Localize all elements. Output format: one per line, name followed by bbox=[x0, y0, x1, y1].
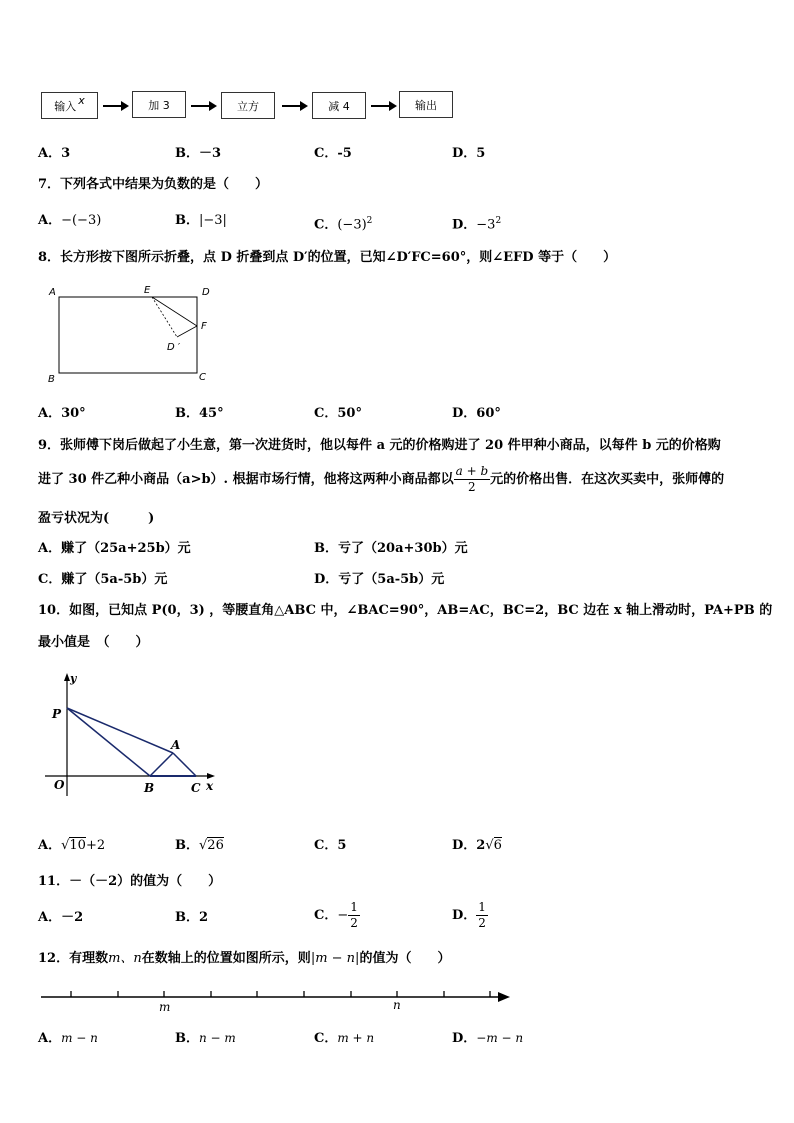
q11-a-label: A． bbox=[38, 910, 62, 925]
q7-d-exponent: 2 bbox=[495, 216, 502, 226]
q10-coordinate-figure bbox=[40, 668, 230, 803]
q12-d-expr: −m − n bbox=[476, 1031, 524, 1045]
flow-input-label: 输入 bbox=[54, 99, 77, 113]
q6-option-d[interactable]: D．5 bbox=[452, 146, 486, 161]
q11-a-value: －2 bbox=[61, 910, 84, 925]
q7-b-label: B． bbox=[175, 213, 199, 228]
q10-b-radicand: 26 bbox=[207, 838, 224, 853]
q11-c-sign: − bbox=[337, 908, 349, 923]
label-e: E bbox=[144, 285, 151, 296]
q10-line-2: 最小值是 （ ） bbox=[38, 635, 149, 650]
q9-line-2-start: 进了 30 件乙种小商品（a>b）. 根据市场行情，他将这两种小商品都以 bbox=[38, 472, 454, 487]
label-x: x bbox=[206, 779, 214, 793]
q11-c-denominator: 2 bbox=[350, 916, 358, 930]
q10-option-c[interactable] bbox=[314, 837, 346, 855]
q10-b-radical: √26 bbox=[199, 838, 224, 853]
flow-input-var: x bbox=[78, 94, 85, 107]
q10-d-radical: √6 bbox=[485, 838, 502, 853]
q11-d-fraction bbox=[476, 900, 488, 931]
number-line-label-m: m bbox=[159, 1000, 171, 1014]
q11-option-d[interactable] bbox=[452, 900, 488, 931]
flow-arrow-1 bbox=[103, 105, 127, 107]
q9-fraction-denominator: 2 bbox=[468, 480, 476, 494]
flow-box-cube bbox=[221, 92, 275, 119]
segment-ba bbox=[150, 753, 173, 776]
label-p: P bbox=[52, 707, 62, 721]
q12-option-c[interactable] bbox=[314, 1029, 374, 1048]
q11-stem: 11．－（－2）的值为（ ） bbox=[38, 874, 222, 889]
q12-d-label: D． bbox=[452, 1031, 477, 1046]
flow-arrow-4 bbox=[371, 105, 395, 107]
q12-option-d[interactable] bbox=[452, 1029, 523, 1048]
q12-b-expr: n − m bbox=[199, 1031, 236, 1045]
q10-c-label: C． bbox=[314, 838, 338, 853]
q12-option-a[interactable] bbox=[38, 1029, 98, 1048]
q9-line-2-end: 元的价格出售．在这次买卖中，张师傅的 bbox=[490, 472, 725, 487]
label-c: C bbox=[191, 781, 201, 795]
q11-option-b[interactable] bbox=[175, 909, 208, 927]
q9-line-1: 9．张师傅下岗后做起了小生意，第一次进货时，他以每件 a 元的价格购进了 20 件甲种小商品，以每件 b 元的价格购 bbox=[38, 438, 721, 453]
fold-line-ef bbox=[152, 297, 197, 326]
q8-option-a[interactable]: A．30° bbox=[38, 406, 86, 421]
q7-d-label: D． bbox=[452, 217, 477, 233]
label-a: A bbox=[171, 738, 181, 752]
q7-stem: 7．下列各式中结果为负数的是（ ） bbox=[38, 177, 269, 192]
q9-option-d[interactable]: D．亏了（5a-5b）元 bbox=[314, 572, 445, 587]
q11-d-denominator: 2 bbox=[478, 916, 486, 930]
q10-option-d[interactable] bbox=[452, 837, 502, 855]
number-line-label-n: n bbox=[393, 998, 401, 1012]
label-b: B bbox=[144, 781, 155, 795]
q10-a-radical: √10 bbox=[61, 838, 86, 853]
rectangle-abcd bbox=[59, 297, 197, 373]
q7-c-exponent: 2 bbox=[366, 216, 373, 226]
q12-b-label: B． bbox=[175, 1031, 199, 1046]
label-c: C bbox=[199, 372, 206, 383]
q11-d-label: D． bbox=[452, 908, 477, 923]
q10-c-value: 5 bbox=[337, 838, 347, 853]
q7-option-a[interactable] bbox=[38, 212, 101, 230]
q12-number-line bbox=[38, 985, 518, 1015]
q10-a-label: A． bbox=[38, 838, 62, 853]
number-line-ticks bbox=[71, 991, 490, 997]
q12-stem bbox=[38, 950, 450, 968]
number-line-arrow bbox=[498, 992, 510, 1002]
flow-arrow-3 bbox=[282, 105, 306, 107]
flow-output-label: 输出 bbox=[415, 98, 437, 112]
q10-d-radicand: 6 bbox=[493, 838, 502, 853]
flow-add3-label: 加 3 bbox=[148, 98, 170, 112]
q10-a-tail: +2 bbox=[85, 838, 106, 853]
q10-option-b[interactable] bbox=[175, 837, 224, 855]
q11-option-c[interactable] bbox=[314, 900, 360, 931]
segment-ed-prime bbox=[152, 297, 177, 337]
q10-d-coefficient: 2 bbox=[476, 838, 486, 853]
q6-option-a[interactable]: A．3 bbox=[38, 146, 71, 161]
flow-box-output bbox=[399, 91, 453, 118]
q11-option-a[interactable] bbox=[38, 909, 83, 927]
q8-option-d[interactable]: D．60° bbox=[452, 406, 501, 421]
q6-option-c[interactable]: C．-5 bbox=[314, 146, 352, 161]
q11-b-label: B． bbox=[175, 910, 199, 925]
q6-option-b[interactable]: B．－3 bbox=[175, 146, 222, 161]
q7-a-expr: −(−3) bbox=[61, 213, 102, 228]
q12-a-expr: m − n bbox=[61, 1031, 98, 1045]
segment-d-prime-f bbox=[177, 326, 197, 337]
q12-stem-start: 12．有理数 bbox=[38, 951, 109, 966]
label-b: B bbox=[48, 374, 55, 385]
label-a: A bbox=[49, 287, 56, 298]
q9-fraction-numerator: a + b bbox=[455, 464, 489, 478]
q10-line-1: 10．如图，已知点 P(0，3) ，等腰直角△ABC 中，∠BAC=90°，AB=AC，BC=2，BC 边在 x 轴上滑动时，PA+PB 的 bbox=[38, 603, 773, 618]
q12-stem-end: 的值为（ ） bbox=[359, 951, 451, 966]
label-y: y bbox=[70, 672, 77, 685]
segment-pa bbox=[67, 708, 173, 753]
q10-d-label: D． bbox=[452, 838, 477, 853]
q11-c-label: C． bbox=[314, 908, 338, 923]
q11-c-numerator: 1 bbox=[350, 900, 358, 914]
q7-c-expr: (−3) bbox=[337, 217, 367, 233]
q12-option-b[interactable] bbox=[175, 1029, 236, 1048]
label-d-prime: D ′ bbox=[167, 342, 181, 353]
q12-stem-middle: 在数轴上的位置如图所示，则 bbox=[141, 951, 311, 966]
q11-d-numerator: 1 bbox=[478, 900, 486, 914]
q7-a-label: A． bbox=[38, 213, 62, 228]
q7-b-expr: |−3| bbox=[199, 213, 227, 228]
q7-option-b[interactable] bbox=[175, 212, 227, 230]
q8-stem: 8．长方形按下图所示折叠，点 D 折叠到点 D′的位置，已知∠D′FC=60°，则∠EFD 等于（ ） bbox=[38, 250, 617, 265]
q9-fraction bbox=[454, 464, 491, 495]
q8-option-c[interactable]: C．50° bbox=[314, 406, 362, 421]
q12-a-label: A． bbox=[38, 1031, 62, 1046]
q10-a-radicand: 10 bbox=[69, 838, 86, 853]
label-o: O bbox=[54, 778, 65, 792]
q9-line-2 bbox=[38, 464, 724, 495]
flow-box-sub4 bbox=[312, 92, 366, 119]
q8-rectangle-figure bbox=[40, 280, 230, 390]
flow-arrow-2 bbox=[191, 105, 215, 107]
q7-c-label: C． bbox=[314, 217, 338, 233]
segment-pb bbox=[67, 708, 150, 776]
q7-option-c[interactable] bbox=[314, 212, 372, 234]
q10-b-label: B． bbox=[175, 838, 199, 853]
flow-cube-label: 立方 bbox=[237, 99, 259, 113]
q9-option-c[interactable]: C．赚了（5a-5b）元 bbox=[38, 572, 168, 587]
flow-box-add3 bbox=[132, 91, 186, 118]
q10-option-a[interactable] bbox=[38, 837, 105, 855]
segment-ac bbox=[173, 753, 196, 776]
q9-option-a[interactable]: A．赚了（25a+25b）元 bbox=[38, 541, 191, 556]
q11-b-value: 2 bbox=[199, 910, 209, 925]
flow-sub4-label: 减 4 bbox=[328, 99, 350, 113]
q12-c-label: C． bbox=[314, 1031, 338, 1046]
q9-option-b[interactable]: B．亏了（20a+30b）元 bbox=[314, 541, 468, 556]
flow-box-input bbox=[41, 92, 98, 119]
label-d: D bbox=[202, 287, 210, 298]
q11-c-fraction bbox=[348, 900, 360, 931]
q8-option-b[interactable]: B．45° bbox=[175, 406, 224, 421]
q12-stem-abs: |m − n| bbox=[310, 951, 360, 966]
q12-stem-variables: m、n bbox=[108, 951, 142, 966]
q9-line-3: 盈亏状况为( ) bbox=[38, 511, 155, 526]
q12-c-expr: m + n bbox=[337, 1031, 375, 1045]
q7-d-expr: −3 bbox=[476, 217, 496, 233]
q7-option-d[interactable] bbox=[452, 212, 501, 234]
label-f: F bbox=[201, 321, 207, 332]
